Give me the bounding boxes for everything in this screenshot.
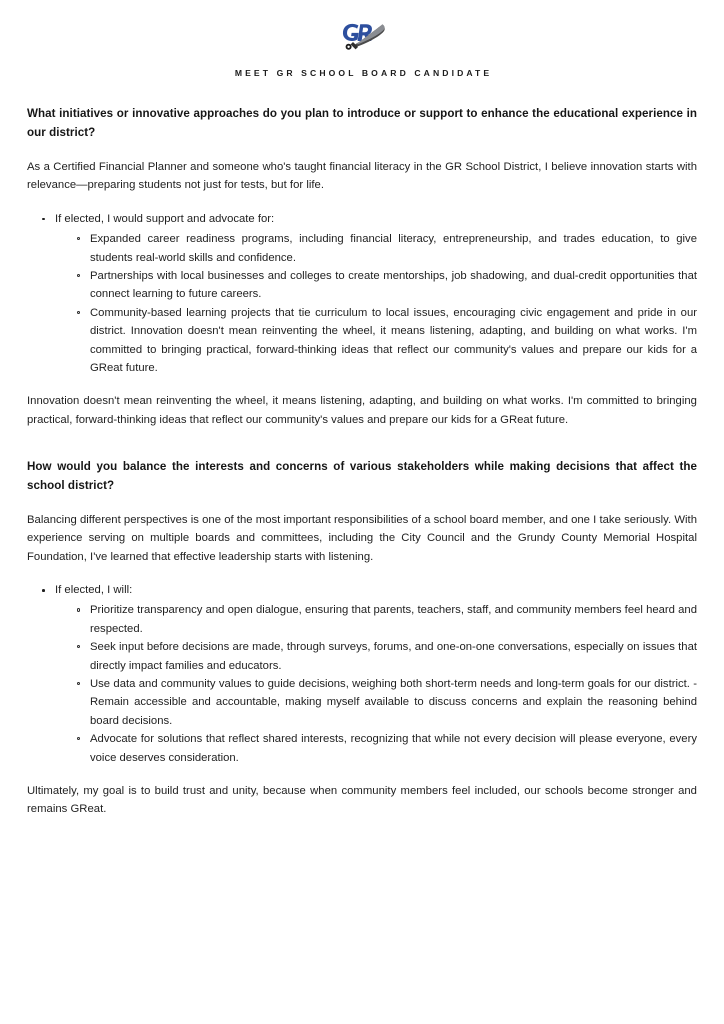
answer-list-1 xyxy=(27,210,697,378)
list-item: Seek input before decisions are made, through surveys, forums, and one-on-one conversations, especially on issues that directly impact families and educators. xyxy=(76,638,697,675)
list-item: Prioritize transparency and open dialogue, ensuring that parents, teachers, staff, and community members feel heard and respected. xyxy=(76,601,697,638)
gr-sabre-logo-icon xyxy=(335,18,389,54)
answer-sublist-1 xyxy=(55,230,697,377)
question-heading-1: What initiatives or innovative approaches do you plan to introduce or support to enhance the educational experience in our district? xyxy=(27,107,697,140)
answer-list-2 xyxy=(27,581,697,767)
list-item: Expanded career readiness programs, including financial literacy, entrepreneurship, and trades education, to give students real-world skills and confidence. xyxy=(76,230,697,267)
list-item xyxy=(41,581,697,767)
answer-sublist-2 xyxy=(55,601,697,767)
answer-closing-1: Innovation doesn't mean reinventing the wheel, it means listening, adapting, and building on what works. I'm committed to bringing practical, forward-thinking ideas that reflect our community's values and prepare our kids for a GReat future. xyxy=(27,395,697,426)
list-item: Advocate for solutions that reflect shared interests, recognizing that while not every decision will please everyone, every voice deserves consideration. xyxy=(76,730,697,767)
document-header xyxy=(0,0,724,78)
list-item xyxy=(41,210,697,378)
list-item: Community-based learning projects that tie curriculum to local issues, encouraging civic engagement and pride in our district. Innovation doesn't mean reinventing the wheel, it means listening, adapting, and building on what works. I'm committed to bringing practical, forward-thinking ideas that reflect our community's values and prepare our kids for a GReat future. xyxy=(76,304,697,378)
answer-intro-2: Balancing different perspectives is one of the most important responsibilities of a school board member, and one I take seriously. With experience serving on multiple boards and committees, including the City Council and the Grundy County Memorial Hospital Foundation, I've learned that effective leadership starts with listening. xyxy=(27,513,697,563)
answer-intro-1: As a Certified Financial Planner and someone who's taught financial literacy in the GR School District, I believe innovation starts with relevance—preparing students not just for tests, but for life. xyxy=(27,160,697,192)
question-heading-2: How would you balance the interests and concerns of various stakeholders while making decisions that affect the school district? xyxy=(27,460,697,492)
answer-closing-2: Ultimately, my goal is to build trust and unity, because when community members feel included, our schools become stronger and remains GReat. xyxy=(27,785,697,816)
document-body xyxy=(0,105,724,819)
list-lead-1: If elected, I would support and advocate for: xyxy=(55,212,275,225)
list-item: Use data and community values to guide decisions, weighing both short-term needs and long-term goals for our district. -Remain accessible and accountable, making myself available to discuss concerns and explain the reasoning behind board decisions. xyxy=(76,675,697,730)
list-item: Partnerships with local businesses and colleges to create mentorships, job shadowing, and dual-credit opportunities that connect learning to future careers. xyxy=(76,267,697,304)
masthead-title: MEET GR SCHOOL BOARD CANDIDATE xyxy=(234,68,493,78)
list-lead-2: If elected, I will: xyxy=(55,583,133,596)
